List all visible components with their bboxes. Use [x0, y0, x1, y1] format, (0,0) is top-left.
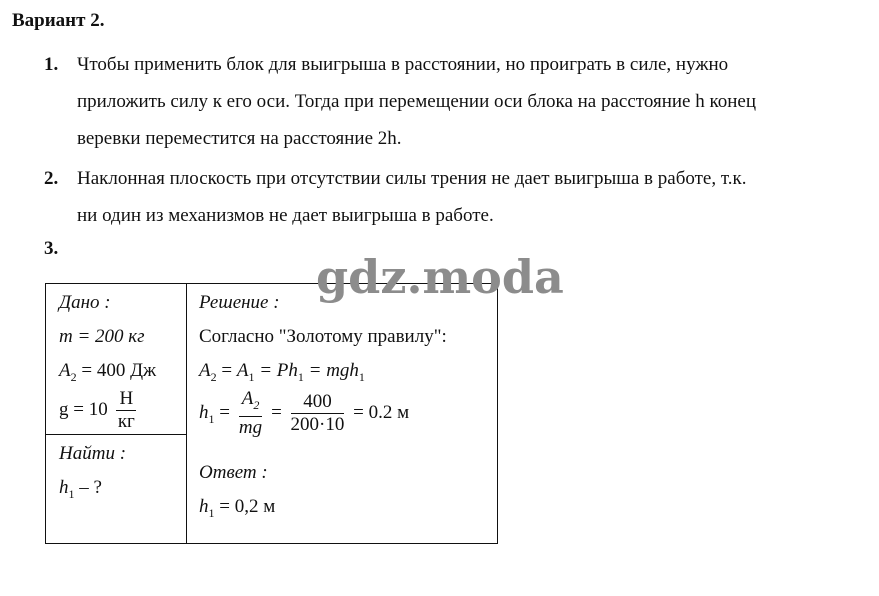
task-2-line-2: ни один из механизмов не дает выигрыша в работе.: [77, 205, 494, 226]
answer-line: [199, 490, 497, 524]
watermark-logo: gdz.moda: [316, 250, 564, 304]
given-mass: [59, 320, 186, 354]
solution-header: Решение :: [199, 292, 280, 313]
eq2-equals: =: [219, 402, 230, 423]
frac1-num-sub: 2: [253, 398, 260, 413]
find-h: h: [59, 477, 69, 498]
find-unknown: [59, 471, 186, 505]
given-gravity-unit: [116, 388, 136, 433]
eq1-a2: A: [199, 360, 211, 381]
equation-2: [199, 388, 497, 438]
find-header: Найти :: [59, 443, 127, 464]
frac1-num: [239, 388, 263, 417]
given-gravity: [59, 388, 186, 432]
given-work-sub: 2: [70, 369, 77, 384]
task-1-line-3: веревки переместится на расстояние 2h.: [77, 128, 402, 149]
given-work: [59, 354, 186, 388]
task-3-number: 3.: [44, 238, 59, 259]
eq2-fraction-2: [291, 391, 345, 436]
equation-1: [199, 354, 497, 388]
eq1-ph-sub: 1: [297, 369, 304, 384]
solution-table: [45, 283, 498, 544]
task-2-number: 2.: [44, 168, 59, 189]
given-header: Дано :: [59, 292, 111, 313]
eq2-result: = 0.2 м: [353, 402, 410, 423]
given-mass-text: m = 200 кг: [59, 326, 145, 347]
frac1-num-sym: A: [241, 388, 254, 410]
find-cell: [46, 435, 187, 544]
frac2-num: 400: [291, 391, 345, 414]
given-cell: [46, 284, 187, 435]
task-2-line-1: Наклонная плоскость при отсутствии силы трения не дает выигрыша в работе, т.к.: [77, 168, 747, 189]
frac2-den: 200·10: [290, 414, 345, 436]
eq2-equals-2: =: [271, 402, 282, 423]
eq1-a1-sub: 1: [248, 369, 255, 384]
given-work-value: = 400 Дж: [81, 360, 157, 381]
given-gravity-unit-den: кг: [117, 411, 135, 433]
task-1-line-1: Чтобы применить блок для выигрыша в расстоянии, но проиграть в силе, нужно: [77, 54, 729, 75]
eq2-fraction-1: [239, 388, 263, 439]
answer-h-sub: 1: [208, 505, 215, 520]
eq1-ph: = Ph: [259, 360, 298, 381]
given-work-symbol: A: [59, 360, 71, 381]
eq2-h: h: [199, 402, 209, 423]
task-1-line-2: приложить силу к его оси. Тогда при перемещении оси блока на расстояние h конец: [77, 91, 757, 112]
answer-h: h: [199, 496, 209, 517]
variant-title: Вариант 2.: [12, 10, 105, 31]
eq1-eq1: =: [221, 360, 233, 381]
eq1-mgh-sub: 1: [358, 369, 365, 384]
answer-header: Ответ :: [199, 462, 268, 483]
solution-cell: [187, 284, 498, 544]
given-gravity-left: g = 10: [59, 399, 108, 420]
eq2-h-sub: 1: [208, 411, 215, 426]
golden-rule-text: Согласно "Золотому правилу":: [199, 326, 447, 347]
find-h-sub: 1: [68, 486, 75, 501]
frac1-den: mg: [238, 417, 263, 439]
eq1-a1: A: [236, 360, 249, 381]
answer-value: = 0,2 м: [219, 496, 276, 517]
eq1-a2-sub: 2: [210, 369, 217, 384]
given-gravity-unit-num: Н: [116, 388, 136, 411]
eq1-mgh: = mgh: [308, 360, 359, 381]
find-tail: – ?: [79, 477, 102, 498]
task-1-number: 1.: [44, 54, 59, 75]
